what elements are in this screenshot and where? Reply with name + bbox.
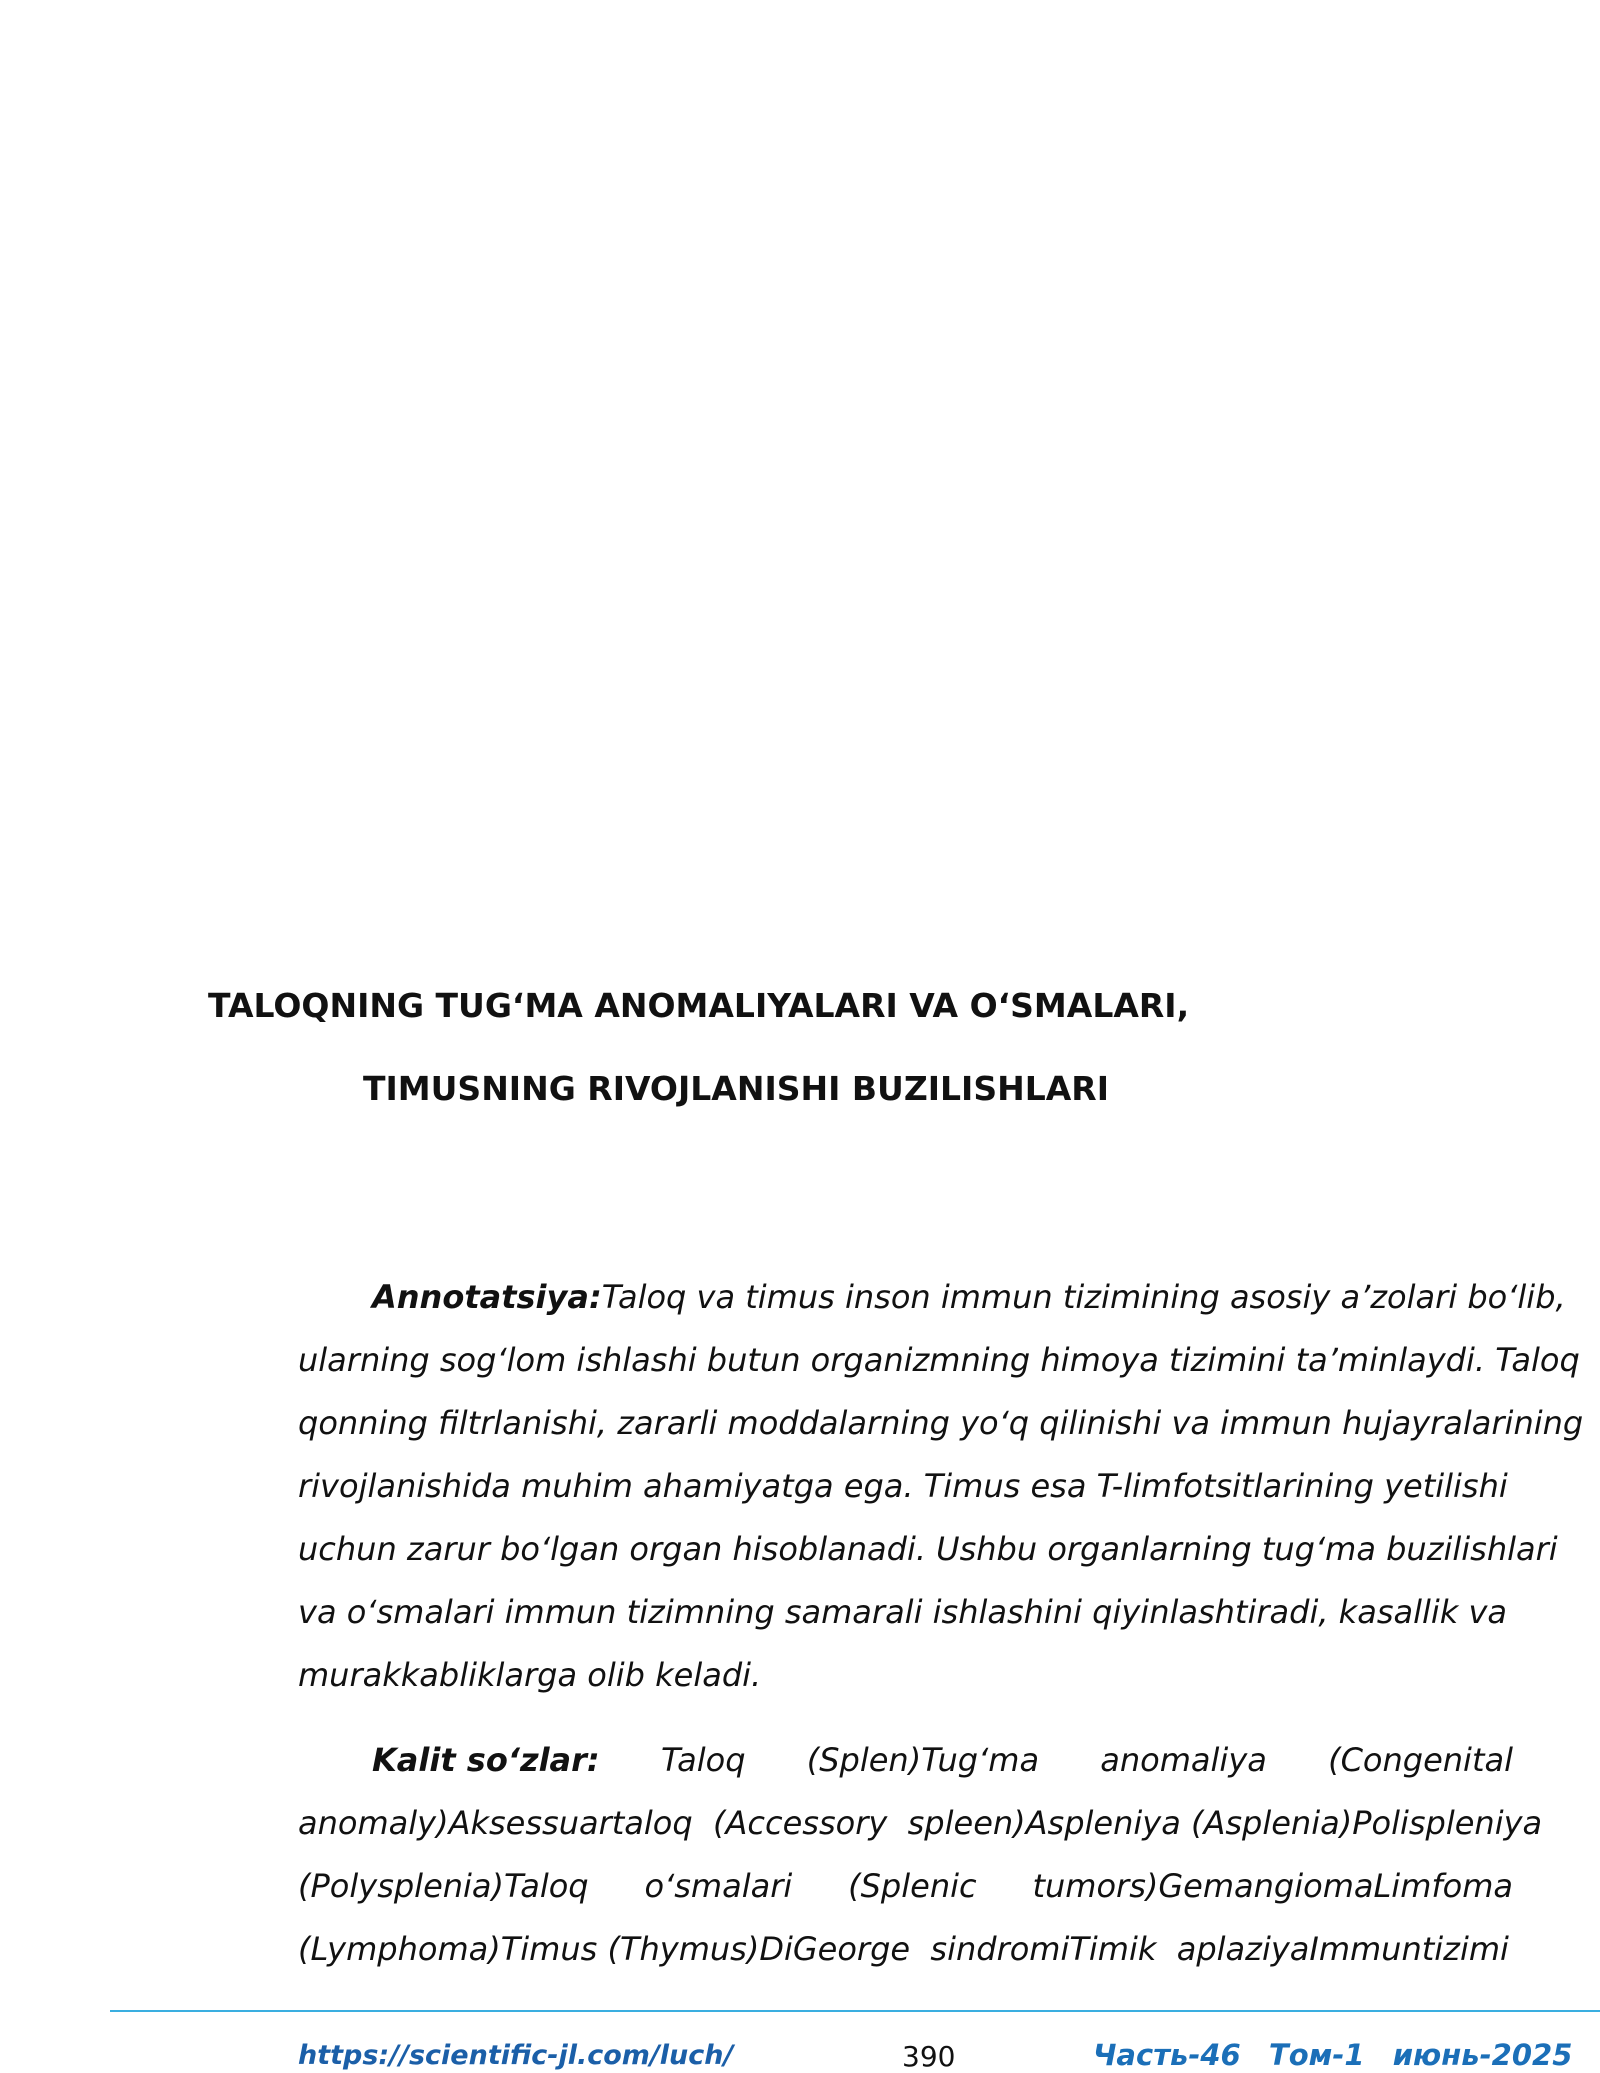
abstract-line-6: va o‘smalari immun tizimning samarali ishlashini qiyinlashtiradi, kasallik va	[298, 1593, 1508, 1631]
keywords-line-4: (Lymphoma)Timus (Thymus)DiGeorge sindromiTimik aplaziyaImmuntizimi	[298, 1930, 1509, 1968]
keywords-line-3	[298, 1867, 1513, 1905]
keyword-word: (Splenic	[848, 1867, 977, 1905]
footer-divider	[110, 2010, 1600, 2012]
keyword-word: (Splen)Tug‘ma	[806, 1741, 1040, 1779]
keyword-word: (Congenital	[1328, 1741, 1513, 1779]
page-number: 390	[902, 2040, 956, 2073]
abstract-line-3: qonning filtrlanishi, zararli moddalarning yo‘q qilinishi va immun hujayralarining	[298, 1404, 1584, 1442]
abstract-line-1	[372, 1278, 1566, 1316]
keywords-label: Kalit so‘zlar:	[372, 1741, 600, 1779]
keyword-word: Taloq	[660, 1741, 746, 1779]
keyword-word: (Polysplenia)Taloq	[298, 1867, 589, 1905]
abstract-line-5: uchun zarur bo‘lgan organ hisoblanadi. Ushbu organlarning tug‘ma buzilishlari	[298, 1530, 1558, 1568]
article-title-line-2: TIMUSNING RIVOJLANISHI BUZILISHLARI	[363, 1069, 1109, 1108]
keyword-word: anomaliya	[1100, 1741, 1267, 1779]
journal-url-link[interactable]: https://scientific-jl.com/luch/	[298, 2040, 734, 2071]
abstract-text: Taloq va timus inson immun tizimining asosiy a’zolari bo‘lib,	[601, 1278, 1566, 1316]
abstract-line-4: rivojlanishida muhim ahamiyatga ega. Timus esa T-limfotsitlarining yetilishi	[298, 1467, 1508, 1505]
keywords-line-2: anomaly)Aksessuartaloq (Accessory spleen)Aspleniya (Asplenia)Polispleniya	[298, 1804, 1543, 1842]
keyword-word: tumors)GemangiomaLimfoma	[1032, 1867, 1513, 1905]
journal-issue-info: Часть-46 Том-1 июнь-2025	[1093, 2038, 1573, 2072]
keyword-word: o‘smalari	[644, 1867, 793, 1905]
keywords-line-1	[372, 1741, 1513, 1779]
abstract-label: Annotatsiya:	[372, 1278, 602, 1316]
abstract-line-2: ularning sog‘lom ishlashi butun organizmning himoya tizimini ta’minlaydi. Taloq	[298, 1341, 1580, 1379]
article-title-line-1: TALOQNING TUG‘MA ANOMALIYALARI VA O‘SMALARI,	[208, 986, 1190, 1025]
abstract-line-7: murakkabliklarga olib keladi.	[298, 1656, 762, 1694]
